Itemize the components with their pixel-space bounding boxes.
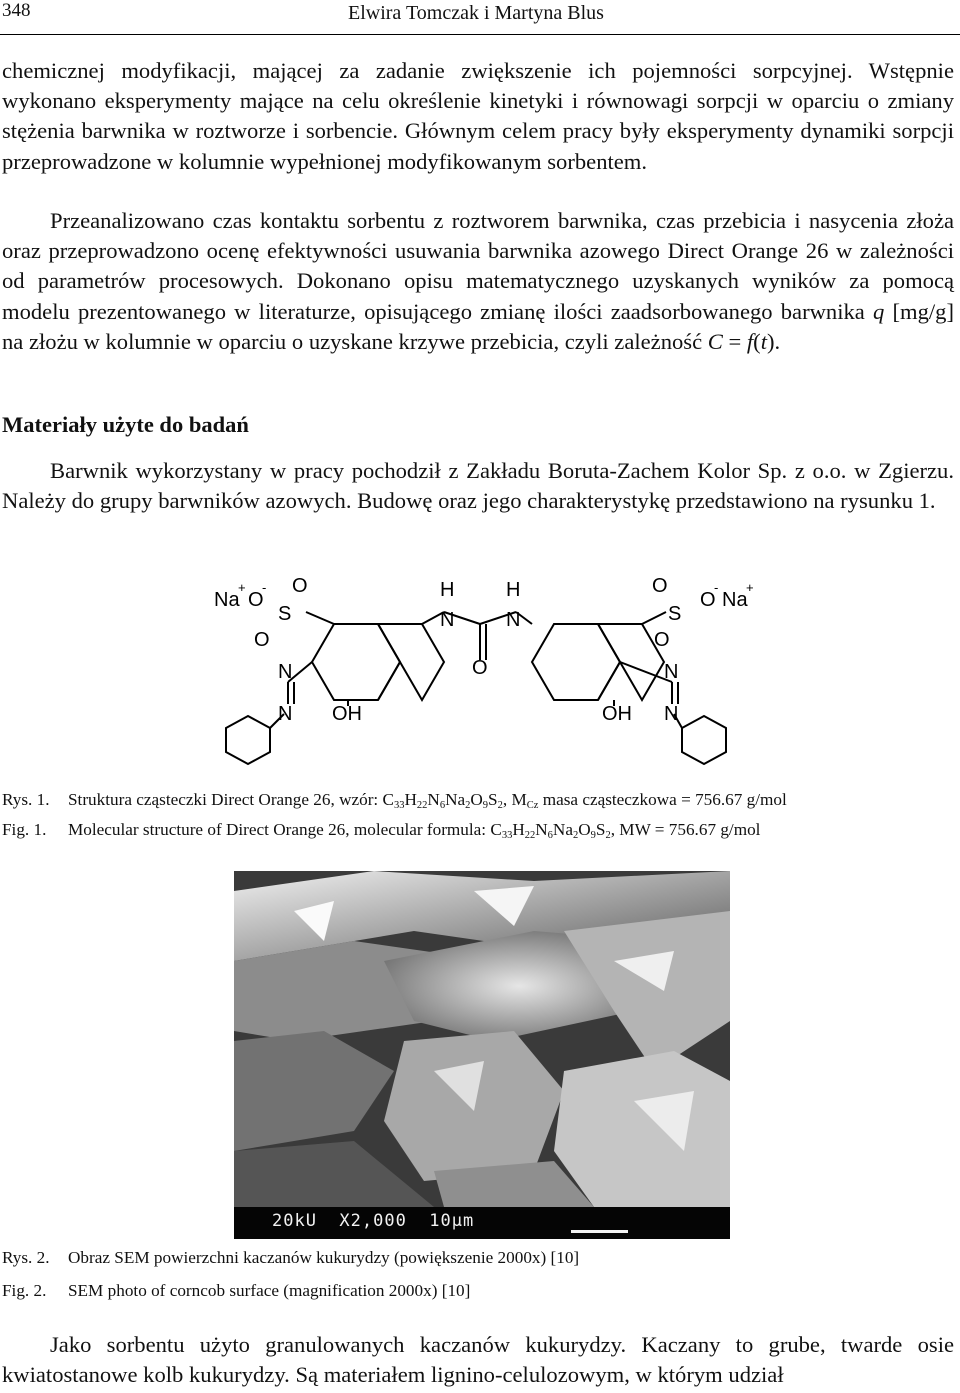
svg-text:O: O [654, 629, 670, 651]
sem-info-text: 20kU X2,000 10μm [272, 1211, 475, 1231]
figure-2-caption-pl: Rys. 2. Obraz SEM powierzchni kaczanów kukurydzy (powiększenie 2000x) [10] [2, 1248, 580, 1267]
svg-text:N: N [440, 609, 455, 631]
svg-text:OH: OH [332, 703, 362, 725]
svg-text:H: H [440, 579, 455, 601]
running-head: Elwira Tomczak i Martyna Blus [348, 2, 604, 24]
sem-texture [234, 871, 730, 1207]
header-rule [0, 34, 960, 35]
left-ring-b [378, 624, 444, 700]
svg-text:+: + [746, 580, 754, 595]
scale-bar [571, 1230, 628, 1233]
molecule-structure-figure [196, 574, 756, 766]
closing-paragraph: Jako sorbentu użyto granulowanych kaczanów kukurydzy. Kaczany to grube, twarde osie kwiatostanowe kolb kukurydzy. Są materiałem lignino-celulozowym, w którym udział [2, 1332, 954, 1388]
page-number: 348 [2, 0, 31, 21]
svg-text:S: S [668, 603, 682, 625]
svg-text:N: N [506, 609, 521, 631]
svg-text:N: N [278, 661, 293, 683]
page-header [0, 0, 960, 36]
figure-2-caption-en: Fig. 2. SEM photo of corncob surface (magnification 2000x) [10] [2, 1281, 471, 1300]
svg-text:-: - [262, 580, 267, 595]
svg-text:O: O [254, 629, 270, 651]
svg-text:O: O [248, 589, 264, 611]
left-phenyl [226, 716, 270, 764]
svg-text:S: S [278, 603, 292, 625]
svg-text:O: O [700, 589, 716, 611]
right-ring-a [532, 624, 620, 700]
svg-text:N: N [664, 661, 679, 683]
figure-1-caption-pl: Rys. 1. Struktura cząsteczki Direct Orange 26, wzór: $C_{33}H_{22}N_6Na_2O_9S_2$, $M_{Cz}$ masa cząsteczkowa = 756.67 g/mol [2, 790, 787, 811]
svg-text:O: O [292, 575, 308, 597]
svg-text:H: H [506, 579, 521, 601]
section-heading: Materiały użyte do badań [2, 412, 249, 437]
intro-paragraph: chemicznej modyfikacji, mającej za zadanie zwiększenie ich pojemności sorpcyjnej. Wstępnie wykonano eksperymenty mające na celu określenie kinetyki i równowagi sorpcji w oparciu o zmiany stężenia barwnika w roztworze i sorbencie. Głównym celem pracy były eksperymenty dynamiki sorpcji przeprowadzone w kolumnie wypełnionej modyfikowanym sorbentem. [2, 58, 954, 174]
svg-text:Na: Na [214, 589, 240, 611]
sem-info-bar [234, 1207, 730, 1239]
right-phenyl [682, 716, 726, 764]
svg-text:N: N [278, 703, 293, 725]
svg-text:Na: Na [722, 589, 748, 611]
svg-text:OH: OH [602, 703, 632, 725]
figure-1-caption-en: Fig. 1. Molecular structure of Direct Orange 26, molecular formula: $C_{33}H_{22}N_6Na_2O_9S_2$, MW = 756.67 g/mol [2, 820, 761, 841]
svg-text:+: + [238, 580, 246, 595]
svg-text:-: - [714, 580, 719, 595]
svg-text:O: O [472, 657, 488, 679]
sem-photo [234, 871, 730, 1239]
analysis-paragraph: Przeanalizowano czas kontaktu sorbentu z roztworem barwnika, czas przebicia i nasycenia złoża oraz przeprowadzono ocenę efektywności usuwania barwnika azowego Direct Orange 26 w zależności od parametrów procesowych. Dokonano opisu matematycznego uzyskanych wyników za pomocą modelu prezentowanego w literaturze, opisującego zmianę ilości zaadsorbowanego barwnika q [mg/g] na złożu w kolumnie w oparciu o uzyskane krzywe przebicia, czyli zależność C = f(t). [2, 208, 954, 354]
left-ring-a [312, 624, 400, 700]
svg-text:N: N [664, 703, 679, 725]
svg-text:O: O [652, 575, 668, 597]
materials-paragraph: Barwnik wykorzystany w pracy pochodził z Zakładu Boruta-Zachem Kolor Sp. z o.o. w Zgierzu. Należy do grupy barwników azowych. Budowę oraz jego charakterystykę przedstawiono na rysunku 1. [2, 458, 954, 514]
